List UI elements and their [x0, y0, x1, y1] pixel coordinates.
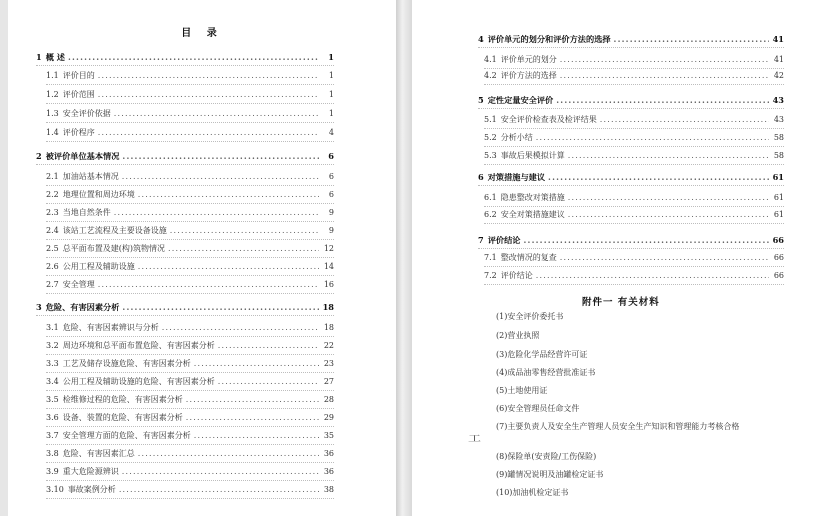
toc-entry-number: 1.2 — [46, 90, 59, 99]
toc-row-divider — [478, 47, 784, 48]
appendix-item: (8)保险单(安责险/工伤保险) — [496, 452, 597, 461]
toc-entry-page: 66 — [772, 235, 784, 245]
toc-entry-number: 3.10 — [46, 485, 64, 494]
toc-entry-page: 9 — [328, 208, 334, 217]
toc-entry-number: 3.2 — [46, 341, 59, 350]
toc-leader-dots — [194, 431, 319, 441]
toc-entry-number: 3.7 — [46, 431, 59, 440]
toc-entry-page: 38 — [323, 485, 334, 494]
toc-row-divider — [46, 239, 334, 240]
toc-entry-number: 1 — [36, 52, 42, 62]
toc-leader-dots — [138, 262, 319, 272]
toc-leader-dots — [68, 52, 319, 62]
toc-entry-page: 41 — [773, 55, 784, 64]
toc-section-entry — [46, 71, 334, 81]
toc-leader-dots — [122, 467, 319, 477]
appendix-item: (4)成品油零售经营批准证书 — [496, 368, 596, 377]
toc-entry-page: 43 — [773, 115, 784, 124]
toc-leader-dots — [122, 151, 319, 161]
toc-entry-label: 加油站基本情况 — [62, 172, 119, 181]
toc-row-divider — [46, 336, 334, 337]
toc-entry-page: 1 — [328, 52, 334, 62]
toc-row-divider — [46, 390, 334, 391]
toc-chapter-entry — [36, 151, 334, 161]
toc-entry-number: 2.3 — [46, 208, 59, 217]
toc-entry-page: 43 — [772, 95, 784, 105]
toc-entry-label: 地理位置和周边环境 — [62, 190, 135, 199]
toc-entry-number: 2.1 — [46, 172, 59, 181]
toc-entry-number: 3.8 — [46, 449, 59, 458]
toc-entry-page: 14 — [323, 262, 334, 271]
toc-leader-dots — [162, 323, 319, 333]
toc-row-divider — [36, 65, 334, 66]
toc-entry-page: 18 — [323, 323, 334, 332]
toc-entry-number: 2.7 — [46, 280, 59, 289]
toc-leader-dots — [556, 95, 769, 105]
toc-row-divider — [484, 266, 784, 267]
toc-entry-page: 4 — [328, 128, 334, 137]
toc-entry-page: 6 — [328, 190, 334, 199]
toc-row-divider — [36, 164, 334, 165]
toc-entry-label: 该站工艺流程及主要设备设施 — [62, 226, 167, 235]
toc-leader-dots — [186, 413, 319, 423]
toc-entry-label: 评价单元的划分 — [500, 55, 557, 64]
toc-section-entry — [46, 280, 334, 290]
toc-entry-number: 2.4 — [46, 226, 59, 235]
toc-section-entry — [46, 323, 334, 333]
toc-entry-page: 36 — [323, 467, 334, 476]
toc-entry-page: 41 — [772, 34, 784, 44]
appendix-item: (3)危险化学品经营许可证 — [496, 350, 588, 359]
toc-row-divider — [46, 426, 334, 427]
toc-leader-dots — [168, 244, 319, 254]
toc-entry-page: 66 — [773, 271, 784, 280]
toc-entry-number: 7.1 — [484, 253, 497, 262]
toc-entry-number: 2.5 — [46, 244, 59, 253]
toc-entry-page: 1 — [328, 90, 334, 99]
toc-row-divider — [478, 185, 784, 186]
toc-entry-number: 7.2 — [484, 271, 497, 280]
toc-row-divider — [484, 284, 784, 285]
toc-entry-label: 分析小结 — [500, 133, 533, 142]
toc-entry-label: 安全管理 — [62, 280, 95, 289]
toc-leader-dots — [536, 133, 769, 143]
toc-leader-dots — [114, 109, 319, 119]
toc-row-divider — [46, 141, 334, 142]
toc-entry-page: 66 — [773, 253, 784, 262]
toc-section-entry — [46, 449, 334, 459]
toc-entry-label: 当地自然条件 — [62, 208, 111, 217]
toc-entry-label: 被评价单位基本情况 — [45, 151, 120, 161]
toc-entry-number: 3.3 — [46, 359, 59, 368]
toc-entry-label: 总平面布置及建(构)筑物情况 — [62, 244, 165, 253]
toc-row-divider — [484, 146, 784, 147]
toc-chapter-entry — [478, 95, 784, 105]
toc-entry-label: 事故案例分析 — [67, 485, 116, 494]
toc-entry-page: 36 — [323, 449, 334, 458]
toc-entry-label: 安全评价依据 — [62, 109, 111, 118]
toc-row-divider — [46, 354, 334, 355]
toc-row-divider — [478, 108, 784, 109]
toc-chapter-entry — [478, 235, 784, 245]
toc-section-entry — [46, 431, 334, 441]
toc-section-entry — [484, 210, 784, 220]
toc-entry-label: 定性定量安全评价 — [487, 95, 554, 105]
toc-section-entry — [46, 190, 334, 200]
toc-leader-dots — [122, 302, 319, 312]
toc-entry-page: 12 — [323, 244, 334, 253]
toc-leader-dots — [560, 71, 769, 81]
toc-entry-number: 5.1 — [484, 115, 497, 124]
toc-entry-label: 评价结论 — [500, 271, 533, 280]
toc-entry-label: 危险、有害因素分析 — [45, 302, 120, 312]
toc-row-divider — [46, 221, 334, 222]
toc-entry-label: 重大危险源辨识 — [62, 467, 119, 476]
toc-section-entry — [46, 226, 334, 236]
toc-entry-label: 危险、有害因素辨识与分析 — [62, 323, 159, 332]
appendix-item: (7)主要负责人及安全生产管理人员安全生产知识和管理能力考核合格 — [496, 422, 740, 431]
toc-entry-number: 1.3 — [46, 109, 59, 118]
toc-entry-number: 3.9 — [46, 467, 59, 476]
toc-entry-number: 7 — [478, 235, 484, 245]
toc-section-entry — [46, 128, 334, 138]
toc-leader-dots — [218, 377, 319, 387]
toc-section-entry — [46, 377, 334, 387]
toc-entry-page: 29 — [323, 413, 334, 422]
toc-row-divider — [46, 444, 334, 445]
toc-row-divider — [46, 480, 334, 481]
toc-row-divider — [484, 223, 784, 224]
toc-entry-page: 22 — [323, 341, 334, 350]
toc-entry-label: 危险、有害因素汇总 — [62, 449, 135, 458]
toc-entry-label: 安全管理方面的危险、有害因素分析 — [62, 431, 191, 440]
toc-section-entry — [46, 359, 334, 369]
toc-chapter-entry — [36, 52, 334, 62]
toc-row-divider — [36, 315, 334, 316]
appendix-item: (6)安全管理员任命文件 — [496, 404, 580, 413]
toc-entry-number: 3 — [36, 302, 42, 312]
toc-entry-page: 28 — [323, 395, 334, 404]
toc-section-entry — [484, 151, 784, 161]
toc-row-divider — [46, 103, 334, 104]
toc-leader-dots — [119, 485, 319, 495]
toc-chapter-entry — [478, 34, 784, 44]
toc-entry-number: 2.2 — [46, 190, 59, 199]
toc-leader-dots — [138, 190, 319, 200]
toc-entry-label: 评价范围 — [62, 90, 95, 99]
margin-mark: 工 — [468, 434, 482, 444]
toc-section-entry — [46, 109, 334, 119]
right-page — [412, 0, 814, 516]
toc-section-entry — [46, 172, 334, 182]
toc-row-divider — [46, 203, 334, 204]
toc-entry-number: 5 — [478, 95, 484, 105]
toc-entry-page: 27 — [323, 377, 334, 386]
toc-row-divider — [478, 248, 784, 249]
toc-chapter-entry — [36, 302, 334, 312]
toc-row-divider — [484, 68, 784, 69]
toc-entry-page: 18 — [322, 302, 334, 312]
toc-entry-label: 概 述 — [45, 52, 65, 62]
toc-row-divider — [46, 462, 334, 463]
toc-leader-dots — [568, 151, 769, 161]
toc-leader-dots — [560, 253, 769, 263]
appendix-item: (2)营业执照 — [496, 331, 540, 340]
toc-section-entry — [484, 71, 784, 81]
toc-entry-page: 6 — [328, 172, 334, 181]
toc-section-entry — [46, 341, 334, 351]
toc-entry-label: 公用工程及辅助设施 — [62, 262, 135, 271]
toc-leader-dots — [114, 208, 319, 218]
toc-section-entry — [484, 193, 784, 203]
appendix-item: (10)加油机检定证书 — [496, 488, 569, 497]
toc-leader-dots — [218, 341, 319, 351]
toc-entry-page: 61 — [772, 172, 784, 182]
toc-leader-dots — [98, 71, 319, 81]
toc-entry-number: 3.6 — [46, 413, 59, 422]
toc-leader-dots — [170, 226, 319, 236]
toc-row-divider — [46, 372, 334, 373]
toc-entry-label: 评价单元的划分和评价方法的选择 — [487, 34, 611, 44]
toc-section-entry — [46, 485, 334, 495]
toc-entry-label: 工艺及储存设施危险、有害因素分析 — [62, 359, 191, 368]
toc-leader-dots — [122, 172, 319, 182]
toc-entry-number: 4.2 — [484, 71, 497, 80]
toc-entry-number: 6.1 — [484, 193, 497, 202]
toc-title: 目 录 — [181, 28, 223, 39]
toc-row-divider — [484, 128, 784, 129]
toc-entry-label: 评价方法的选择 — [500, 71, 557, 80]
toc-row-divider — [484, 164, 784, 165]
toc-entry-label: 对策措施与建议 — [487, 172, 546, 182]
toc-row-divider — [46, 498, 334, 499]
toc-section-entry — [46, 90, 334, 100]
appendix-item: (5)土地使用证 — [496, 386, 548, 395]
toc-leader-dots — [600, 115, 769, 125]
toc-leader-dots — [548, 172, 769, 182]
toc-leader-dots — [98, 90, 319, 100]
toc-section-entry — [46, 244, 334, 254]
toc-entry-page: 1 — [328, 109, 334, 118]
toc-entry-number: 1.4 — [46, 128, 59, 137]
toc-entry-number: 5.2 — [484, 133, 497, 142]
toc-leader-dots — [614, 34, 769, 44]
toc-section-entry — [484, 271, 784, 281]
toc-leader-dots — [523, 235, 769, 245]
toc-section-entry — [46, 395, 334, 405]
toc-row-divider — [46, 293, 334, 294]
toc-entry-page: 1 — [328, 71, 334, 80]
toc-leader-dots — [568, 193, 769, 203]
toc-section-entry — [484, 133, 784, 143]
toc-entry-label: 公用工程及辅助设施的危险、有害因素分析 — [62, 377, 215, 386]
toc-section-entry — [484, 253, 784, 263]
toc-entry-number: 2 — [36, 151, 42, 161]
toc-entry-label: 周边环境和总平面布置危险、有害因素分析 — [62, 341, 215, 350]
toc-row-divider — [46, 275, 334, 276]
toc-row-divider — [46, 84, 334, 85]
toc-entry-page: 35 — [323, 431, 334, 440]
toc-entry-number: 1.1 — [46, 71, 59, 80]
book-gutter — [396, 0, 412, 516]
appendix-item: (1)安全评价委托书 — [496, 312, 564, 321]
toc-section-entry — [46, 467, 334, 477]
toc-row-divider — [46, 408, 334, 409]
toc-entry-number: 4 — [478, 34, 484, 44]
toc-entry-page: 58 — [773, 151, 784, 160]
toc-entry-number: 3.5 — [46, 395, 59, 404]
appendix-item: (9)罐情况说明及油罐检定证书 — [496, 470, 604, 479]
toc-entry-page: 61 — [773, 193, 784, 202]
toc-entry-label: 评价结论 — [487, 235, 521, 245]
toc-leader-dots — [536, 271, 769, 281]
toc-leader-dots — [98, 128, 319, 138]
toc-entry-label: 安全评价检查表及检评结果 — [500, 115, 597, 124]
toc-row-divider — [484, 84, 784, 85]
toc-leader-dots — [138, 449, 319, 459]
toc-row-divider — [484, 206, 784, 207]
toc-leader-dots — [194, 359, 319, 369]
toc-entry-label: 设备、装置的危险、有害因素分析 — [62, 413, 183, 422]
toc-section-entry — [46, 262, 334, 272]
toc-leader-dots — [560, 55, 769, 65]
toc-entry-label: 评价程序 — [62, 128, 95, 137]
toc-chapter-entry — [478, 172, 784, 182]
toc-row-divider — [46, 122, 334, 123]
toc-section-entry — [46, 208, 334, 218]
left-page — [8, 0, 396, 516]
toc-entry-number: 6.2 — [484, 210, 497, 219]
toc-entry-number: 3.1 — [46, 323, 59, 332]
toc-entry-label: 安全对策措施建议 — [500, 210, 565, 219]
toc-entry-label: 检维修过程的危险、有害因素分析 — [62, 395, 183, 404]
appendix-title: 附件一 有关材料 — [582, 297, 660, 308]
toc-entry-number: 3.4 — [46, 377, 59, 386]
toc-section-entry — [46, 413, 334, 423]
toc-entry-number: 4.1 — [484, 55, 497, 64]
toc-leader-dots — [186, 395, 319, 405]
toc-row-divider — [46, 257, 334, 258]
toc-entry-number: 2.6 — [46, 262, 59, 271]
toc-entry-label: 事故后果模拟计算 — [500, 151, 565, 160]
toc-leader-dots — [98, 280, 319, 290]
toc-entry-page: 42 — [773, 71, 784, 80]
toc-entry-number: 6 — [478, 172, 484, 182]
toc-section-entry — [484, 115, 784, 125]
toc-entry-page: 9 — [328, 226, 334, 235]
toc-row-divider — [46, 185, 334, 186]
toc-entry-label: 隐患整改对策措施 — [500, 193, 565, 202]
toc-entry-page: 16 — [323, 280, 334, 289]
toc-section-entry — [484, 55, 784, 65]
toc-entry-label: 整改情况的复查 — [500, 253, 557, 262]
toc-entry-page: 58 — [773, 133, 784, 142]
toc-entry-label: 评价目的 — [62, 71, 95, 80]
toc-entry-number: 5.3 — [484, 151, 497, 160]
toc-entry-page: 61 — [773, 210, 784, 219]
toc-leader-dots — [568, 210, 769, 220]
toc-entry-page: 23 — [323, 359, 334, 368]
toc-entry-page: 6 — [328, 151, 334, 161]
